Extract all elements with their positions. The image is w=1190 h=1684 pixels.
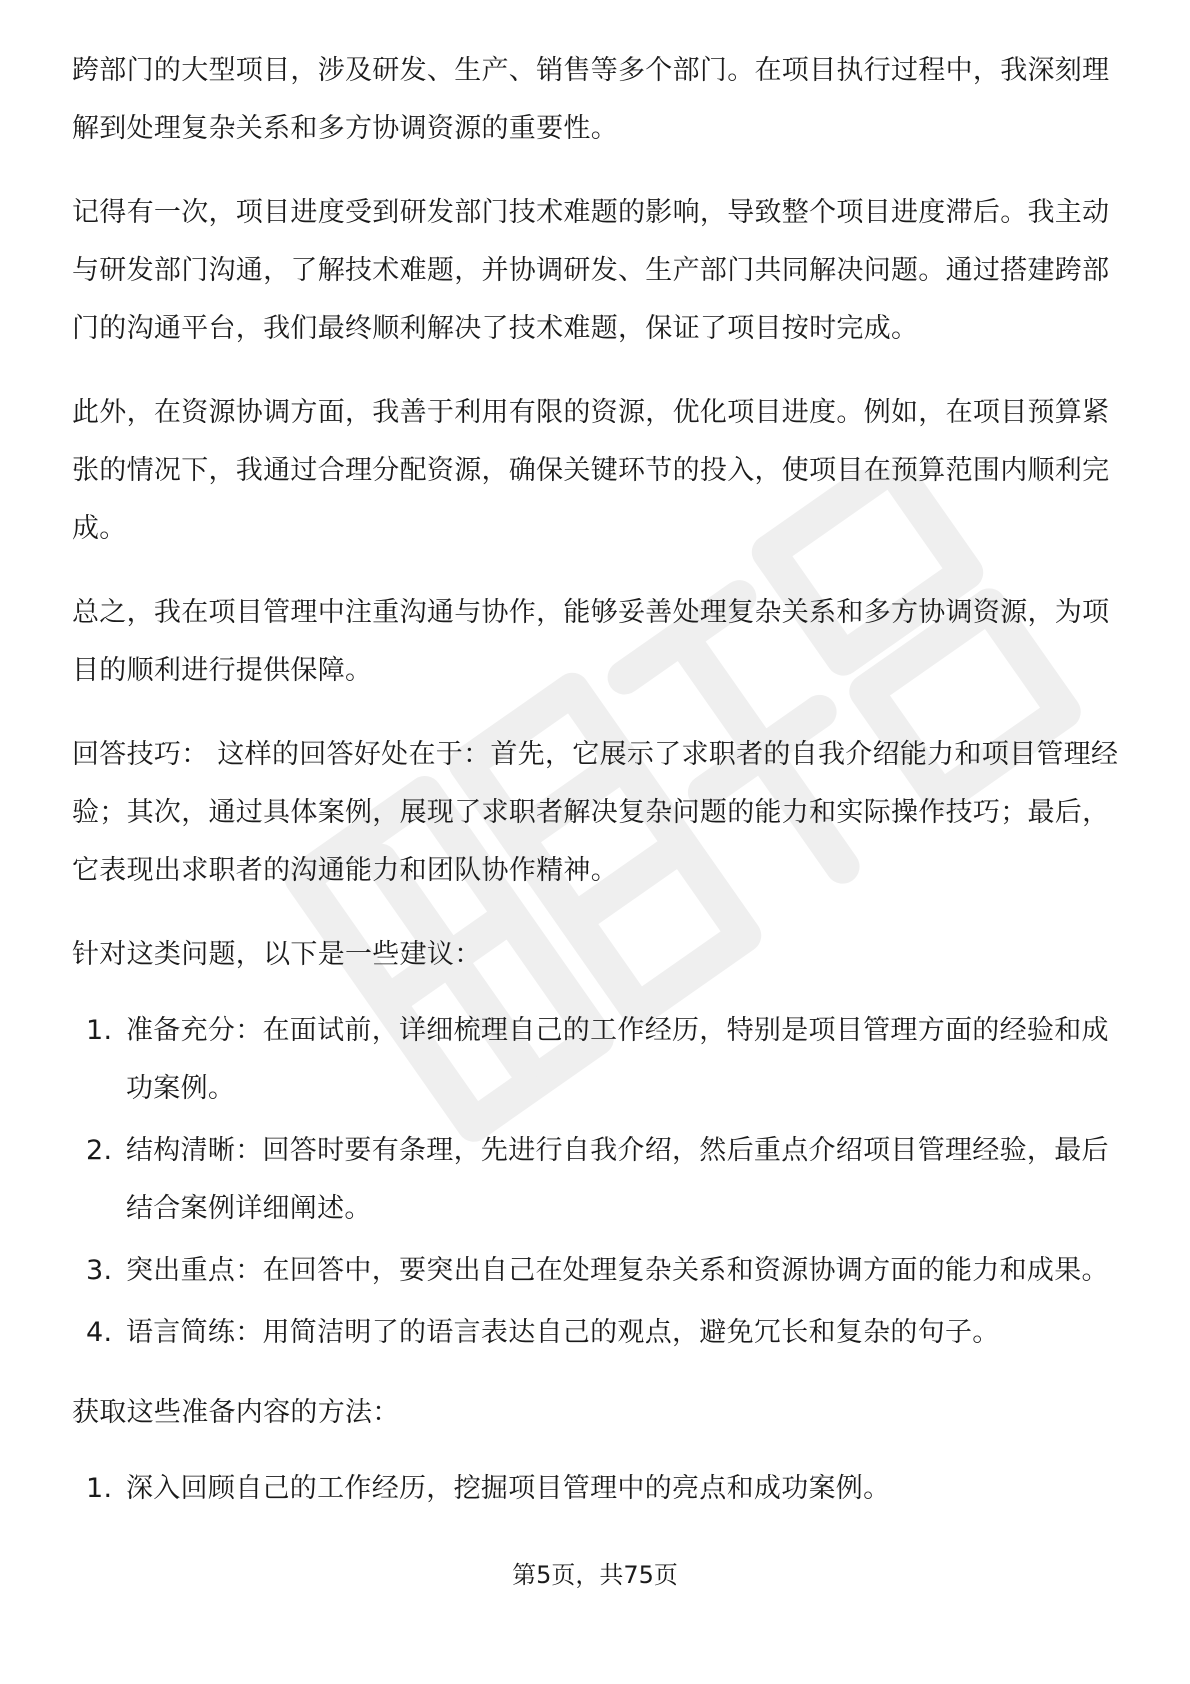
paragraph-1: 跨部门的大型项目，涉及研发、生产、销售等多个部门。在项目执行过程中，我深刻理解到处理复杂关系和多方协调资源的重要性。	[72, 55, 1110, 144]
list-item	[72, 1002, 1122, 1118]
list-item	[72, 1460, 1122, 1518]
advice-intro: 针对这类问题，以下是一些建议：	[72, 939, 482, 970]
methods-heading: 获取这些准备内容的方法：	[72, 1397, 400, 1428]
list-item	[72, 1122, 1122, 1238]
list-item	[72, 1242, 1122, 1300]
list-item-text: 深入回顾自己的工作经历，挖掘项目管理中的亮点和成功案例。	[126, 1473, 891, 1504]
list-item-text: 准备充分：在面试前，详细梳理自己的工作经历，特别是项目管理方面的经验和成功案例。	[126, 1015, 1109, 1104]
list-item-number: 1.	[86, 1473, 113, 1504]
list-item-number: 1.	[86, 1015, 113, 1046]
list-item-number: 2.	[86, 1135, 113, 1166]
paragraph-3: 此外，在资源协调方面，我善于利用有限的资源，优化项目进度。例如，在项目预算紧张的情况下，我通过合理分配资源，确保关键环节的投入，使项目在预算范围内顺利完成。	[72, 397, 1110, 544]
list-item-text: 语言简练：用简洁明了的语言表达自己的观点，避免冗长和复杂的句子。	[126, 1317, 1000, 1348]
advice-list	[72, 1002, 1122, 1362]
list-item-number: 4.	[86, 1317, 113, 1348]
document-body	[72, 42, 1122, 1540]
methods-list	[72, 1460, 1122, 1518]
list-item-text: 突出重点：在回答中，要突出自己在处理复杂关系和资源协调方面的能力和成果。	[126, 1255, 1109, 1286]
list-item-text: 结构清晰：回答时要有条理，先进行自我介绍，然后重点介绍项目管理经验，最后结合案例详细阐述。	[126, 1135, 1109, 1224]
paragraph-2: 记得有一次，项目进度受到研发部门技术难题的影响，导致整个项目进度滞后。我主动与研发部门沟通，了解技术难题，并协调研发、生产部门共同解决问题。通过搭建跨部门的沟通平台，我们最终顺利解决了技术难题，保证了项目按时完成。	[72, 197, 1110, 344]
paragraph-4: 总之，我在项目管理中注重沟通与协作，能够妥善处理复杂关系和多方协调资源，为项目的顺利进行提供保障。	[72, 597, 1110, 686]
list-item-number: 3.	[86, 1255, 113, 1286]
page-number-footer: 第5页，共75页	[512, 1561, 678, 1589]
answer-tips-paragraph: 回答技巧： 这样的回答好处在于：首先，它展示了求职者的自我介绍能力和项目管理经验；其次，通过具体案例，展现了求职者解决复杂问题的能力和实际操作技巧；最后，它表现出求职者的沟通能力和团队协作精神。	[72, 739, 1119, 886]
list-item	[72, 1304, 1122, 1362]
